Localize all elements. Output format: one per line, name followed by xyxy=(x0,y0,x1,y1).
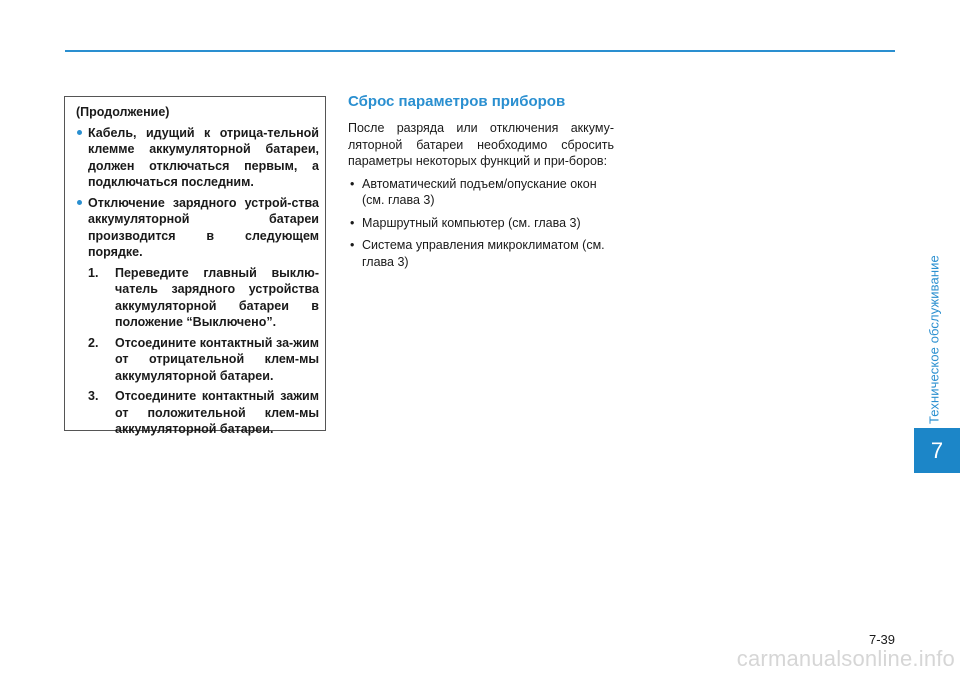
page-number: 7-39 xyxy=(868,632,895,647)
chapter-tab[interactable] xyxy=(914,428,960,473)
step-text: Переведите главный выклю-чатель зарядного устройства аккумуляторной батареи в положение “Выключено”. xyxy=(115,265,319,329)
step-number: 3. xyxy=(88,389,99,403)
step-text: Отсоедините контактный зажим от положительной клем-мы аккумуляторной батареи. xyxy=(115,389,319,436)
list-item-text: Маршрутный компьютер (см. глава 3) xyxy=(362,215,581,230)
chapter-number: 7 xyxy=(930,437,944,463)
bullet-dot-icon xyxy=(77,200,82,205)
section-title: Сброс параметров приборов xyxy=(348,93,566,110)
note-bullet-text: Кабель, идущий к отрица-тельной клемме аккумуляторной батареи, должен отключаться первым, а подключаться последним. xyxy=(88,125,319,189)
list-item xyxy=(348,176,614,209)
bullet-dot-icon xyxy=(77,130,82,135)
note-step xyxy=(88,388,319,438)
note-bullet-text: Отключение зарядного устрой-ства аккумуляторной батареи производится в следующем порядке. xyxy=(88,195,319,259)
step-text: Отсоедините контактный за-жим от отрицательной клем-мы аккумуляторной батареи. xyxy=(115,335,319,383)
header-rule xyxy=(65,50,895,52)
list-item-text: Система управления микроклиматом (см. глава 3) xyxy=(362,238,605,269)
step-number: 2. xyxy=(88,335,99,350)
note-heading: (Продолжение) xyxy=(76,105,170,119)
note-step xyxy=(88,335,319,385)
list-item-text: Автоматический подъем/опускание окон (см. глава 3) xyxy=(362,176,597,207)
bullet-icon: • xyxy=(350,238,355,252)
bullet-icon: • xyxy=(350,215,355,230)
note-box xyxy=(64,96,326,436)
list-item xyxy=(348,237,614,270)
note-step xyxy=(88,265,319,331)
chapter-side-label: Техническое обслуживание xyxy=(926,255,942,424)
watermark: carmanualsonline.info xyxy=(736,646,955,671)
reset-items-list xyxy=(348,176,614,271)
list-item xyxy=(348,215,614,232)
bullet-icon: • xyxy=(350,176,355,191)
section-intro: После разряда или отключения аккуму-ляторной батареи необходимо сбросить параметры некоторых функций и при-боров: xyxy=(348,121,614,168)
note-bullet xyxy=(76,125,319,191)
note-steps xyxy=(76,265,319,438)
step-number: 1. xyxy=(88,265,99,280)
reset-section xyxy=(348,92,614,276)
note-bullet xyxy=(76,195,319,261)
